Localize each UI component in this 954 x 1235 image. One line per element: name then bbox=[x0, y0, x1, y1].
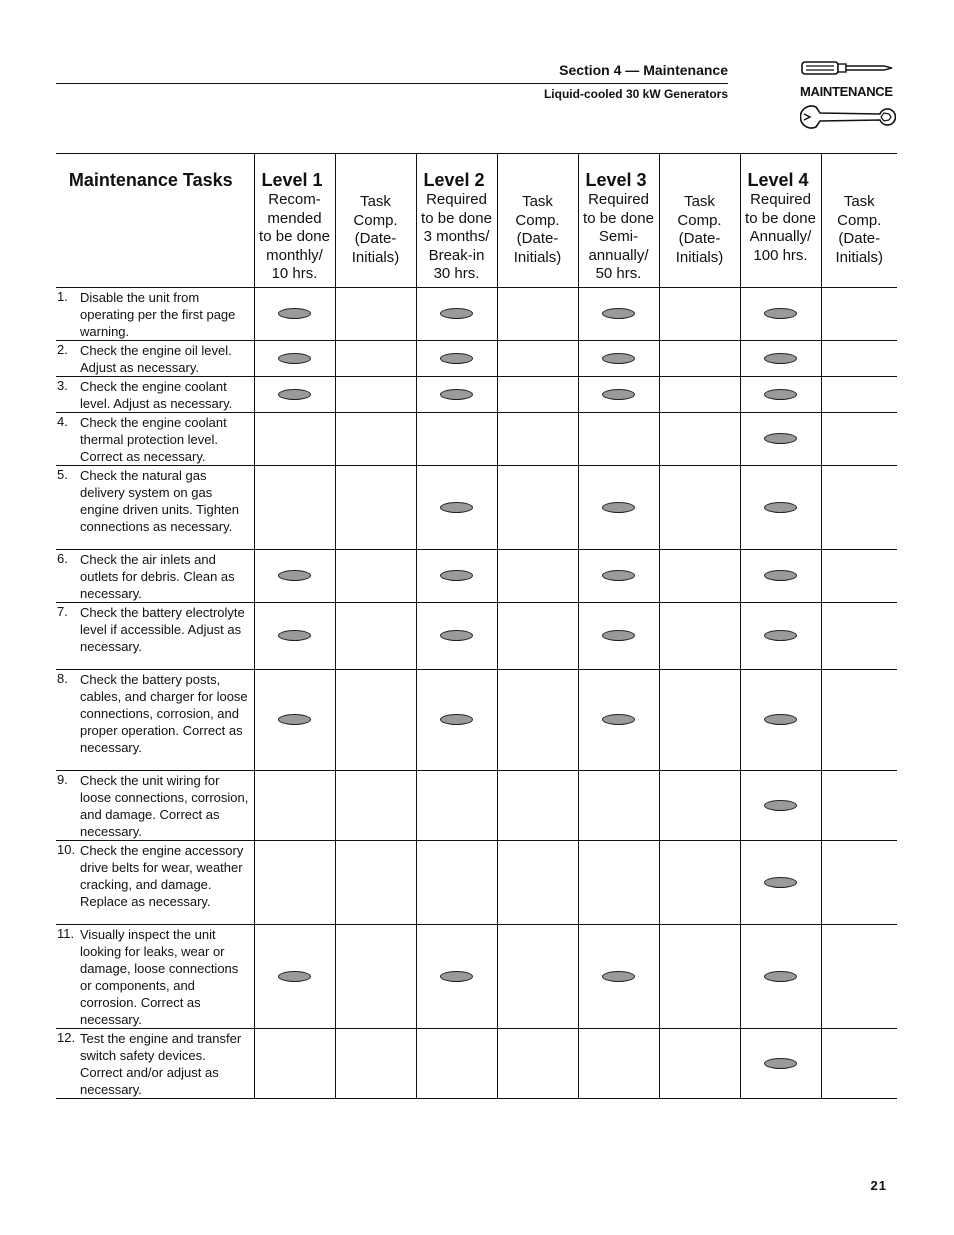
required-oval-icon bbox=[278, 630, 311, 641]
required-oval-icon bbox=[764, 308, 797, 319]
level-3-completion-cell[interactable] bbox=[659, 341, 740, 377]
table-row bbox=[56, 925, 897, 1029]
task-description bbox=[56, 1029, 254, 1099]
section-subtitle: Liquid-cooled 30 kW Generators bbox=[543, 87, 728, 101]
level-3-completion-cell[interactable] bbox=[659, 603, 740, 670]
level-3-completion-cell[interactable] bbox=[659, 670, 740, 771]
task-text: Check the battery posts, cables, and charger for loose connections, corrosion, and proper operation. Correct as necessary. bbox=[80, 672, 248, 755]
required-oval-icon bbox=[764, 714, 797, 725]
level-3-mark-cell bbox=[578, 603, 659, 670]
table-row bbox=[56, 466, 897, 550]
level-3-mark-cell bbox=[578, 841, 659, 925]
level-1-mark-cell bbox=[254, 670, 335, 771]
required-oval-icon bbox=[602, 570, 635, 581]
table-row bbox=[56, 288, 897, 341]
task-description bbox=[56, 413, 254, 466]
table-row bbox=[56, 550, 897, 603]
level-2-mark-cell bbox=[416, 341, 497, 377]
level-1-mark-cell bbox=[254, 550, 335, 603]
required-oval-icon bbox=[602, 353, 635, 364]
level-3-mark-cell bbox=[578, 341, 659, 377]
level-4-completion-cell[interactable] bbox=[821, 550, 897, 603]
task-text: Check the engine accessory drive belts for wear, weather cracking, and damage. Replace as necessary. bbox=[80, 843, 244, 909]
level-3-completion-cell[interactable] bbox=[659, 1029, 740, 1099]
level-4-mark-cell bbox=[740, 771, 821, 841]
task-text: Check the engine coolant level. Adjust as necessary. bbox=[80, 379, 233, 411]
required-oval-icon bbox=[764, 353, 797, 364]
page-number: 21 bbox=[870, 1178, 887, 1193]
level-2-mark-cell bbox=[416, 288, 497, 341]
level-2-mark-cell bbox=[416, 670, 497, 771]
level-3-mark-cell bbox=[578, 377, 659, 413]
required-oval-icon bbox=[278, 308, 311, 319]
task-text: Visually inspect the unit looking for leaks, wear or damage, loose connections or components, and corrosion. Correct as necessary. bbox=[80, 927, 239, 1027]
level-1-completion-header: Task Comp. (Date- Initials) bbox=[335, 154, 416, 288]
level-1-completion-cell[interactable] bbox=[335, 1029, 416, 1099]
required-oval-icon bbox=[764, 502, 797, 513]
level-4-completion-cell[interactable] bbox=[821, 377, 897, 413]
task-description bbox=[56, 377, 254, 413]
required-oval-icon bbox=[440, 714, 473, 725]
level-2-mark-cell bbox=[416, 550, 497, 603]
level-1-completion-cell[interactable] bbox=[335, 466, 416, 550]
maintenance-table bbox=[56, 153, 897, 1099]
task-text: Check the engine oil level. Adjust as necessary. bbox=[80, 343, 232, 375]
required-oval-icon bbox=[602, 714, 635, 725]
level-3-mark-cell bbox=[578, 288, 659, 341]
task-description bbox=[56, 771, 254, 841]
required-oval-icon bbox=[764, 877, 797, 888]
level-4-mark-cell bbox=[740, 413, 821, 466]
level-2-mark-cell bbox=[416, 1029, 497, 1099]
required-oval-icon bbox=[278, 714, 311, 725]
level-4-completion-cell[interactable] bbox=[821, 841, 897, 925]
required-oval-icon bbox=[440, 389, 473, 400]
table-row bbox=[56, 1029, 897, 1099]
maintenance-logo bbox=[800, 56, 896, 130]
level-2-mark-cell bbox=[416, 413, 497, 466]
level-3-header: Level 3 Required to be done Semi- annually/ 50 hrs. bbox=[578, 154, 659, 288]
level-2-completion-cell[interactable] bbox=[497, 413, 578, 466]
task-number: 9. bbox=[57, 772, 68, 787]
level-2-completion-cell[interactable] bbox=[497, 603, 578, 670]
required-oval-icon bbox=[602, 389, 635, 400]
required-oval-icon bbox=[764, 433, 797, 444]
level-4-mark-cell bbox=[740, 1029, 821, 1099]
required-oval-icon bbox=[278, 353, 311, 364]
level-2-mark-cell bbox=[416, 841, 497, 925]
task-description bbox=[56, 466, 254, 550]
task-description bbox=[56, 670, 254, 771]
required-oval-icon bbox=[278, 570, 311, 581]
task-text: Check the air inlets and outlets for debris. Clean as necessary. bbox=[80, 552, 235, 601]
level-3-completion-header: Task Comp. (Date- Initials) bbox=[659, 154, 740, 288]
task-number: 5. bbox=[57, 467, 68, 482]
task-number: 8. bbox=[57, 671, 68, 686]
level-4-mark-cell bbox=[740, 550, 821, 603]
table-row bbox=[56, 603, 897, 670]
task-number: 1. bbox=[57, 289, 68, 304]
level-2-completion-cell[interactable] bbox=[497, 771, 578, 841]
level-2-mark-cell bbox=[416, 466, 497, 550]
level-1-completion-cell[interactable] bbox=[335, 341, 416, 377]
level-3-completion-cell[interactable] bbox=[659, 841, 740, 925]
required-oval-icon bbox=[602, 971, 635, 982]
task-number: 10. bbox=[57, 842, 76, 857]
table-row bbox=[56, 771, 897, 841]
level-2-mark-cell bbox=[416, 771, 497, 841]
task-text: Disable the unit from operating per the first page warning. bbox=[80, 290, 236, 339]
level-3-mark-cell bbox=[578, 1029, 659, 1099]
level-3-mark-cell bbox=[578, 925, 659, 1029]
level-3-completion-cell[interactable] bbox=[659, 288, 740, 341]
level-1-mark-cell bbox=[254, 1029, 335, 1099]
level-2-completion-cell[interactable] bbox=[497, 841, 578, 925]
required-oval-icon bbox=[440, 570, 473, 581]
task-text: Check the engine coolant thermal protection level. Correct as necessary. bbox=[80, 415, 227, 464]
header-rule bbox=[56, 83, 728, 84]
level-1-completion-cell[interactable] bbox=[335, 550, 416, 603]
level-1-mark-cell bbox=[254, 413, 335, 466]
level-4-mark-cell bbox=[740, 603, 821, 670]
level-1-header: Level 1 Recom- mended to be done monthly/ 10 hrs. bbox=[254, 154, 335, 288]
level-1-mark-cell bbox=[254, 377, 335, 413]
level-2-completion-cell[interactable] bbox=[497, 377, 578, 413]
level-4-completion-cell[interactable] bbox=[821, 771, 897, 841]
required-oval-icon bbox=[440, 630, 473, 641]
required-oval-icon bbox=[602, 630, 635, 641]
required-oval-icon bbox=[764, 1058, 797, 1069]
level-1-mark-cell bbox=[254, 466, 335, 550]
level-2-completion-cell[interactable] bbox=[497, 1029, 578, 1099]
level-4-header: Level 4 Required to be done Annually/ 100 hrs. bbox=[740, 154, 821, 288]
level-1-mark-cell bbox=[254, 603, 335, 670]
level-4-mark-cell bbox=[740, 670, 821, 771]
level-2-mark-cell bbox=[416, 603, 497, 670]
level-3-completion-cell[interactable] bbox=[659, 771, 740, 841]
level-2-completion-cell[interactable] bbox=[497, 550, 578, 603]
required-oval-icon bbox=[764, 971, 797, 982]
level-4-completion-cell[interactable] bbox=[821, 413, 897, 466]
task-number: 7. bbox=[57, 604, 68, 619]
level-3-completion-cell[interactable] bbox=[659, 466, 740, 550]
level-4-completion-cell[interactable] bbox=[821, 341, 897, 377]
level-1-completion-cell[interactable] bbox=[335, 377, 416, 413]
tasks-header: Maintenance Tasks bbox=[56, 154, 254, 288]
level-1-mark-cell bbox=[254, 841, 335, 925]
task-number: 3. bbox=[57, 378, 68, 393]
level-1-completion-cell[interactable] bbox=[335, 670, 416, 771]
level-3-mark-cell bbox=[578, 466, 659, 550]
wrench-icon bbox=[800, 104, 896, 130]
level-4-mark-cell bbox=[740, 341, 821, 377]
level-3-completion-cell[interactable] bbox=[659, 925, 740, 1029]
level-1-completion-cell[interactable] bbox=[335, 288, 416, 341]
required-oval-icon bbox=[764, 800, 797, 811]
level-3-mark-cell bbox=[578, 771, 659, 841]
level-2-completion-cell[interactable] bbox=[497, 341, 578, 377]
table-row bbox=[56, 413, 897, 466]
level-1-completion-cell[interactable] bbox=[335, 771, 416, 841]
level-1-completion-cell[interactable] bbox=[335, 925, 416, 1029]
level-2-completion-cell[interactable] bbox=[497, 925, 578, 1029]
level-1-completion-cell[interactable] bbox=[335, 413, 416, 466]
task-description bbox=[56, 341, 254, 377]
level-3-completion-cell[interactable] bbox=[659, 413, 740, 466]
level-2-header: Level 2 Required to be done 3 months/ Break-in 30 hrs. bbox=[416, 154, 497, 288]
level-3-mark-cell bbox=[578, 550, 659, 603]
required-oval-icon bbox=[764, 389, 797, 400]
level-2-completion-cell[interactable] bbox=[497, 670, 578, 771]
level-4-completion-header: Task Comp. (Date- Initials) bbox=[821, 154, 897, 288]
level-4-completion-cell[interactable] bbox=[821, 466, 897, 550]
required-oval-icon bbox=[764, 570, 797, 581]
level-2-completion-cell[interactable] bbox=[497, 466, 578, 550]
level-2-mark-cell bbox=[416, 377, 497, 413]
level-3-completion-cell[interactable] bbox=[659, 377, 740, 413]
table-row bbox=[56, 670, 897, 771]
level-1-completion-cell[interactable] bbox=[335, 841, 416, 925]
table-row bbox=[56, 841, 897, 925]
level-4-completion-cell[interactable] bbox=[821, 603, 897, 670]
required-oval-icon bbox=[764, 630, 797, 641]
level-3-mark-cell bbox=[578, 670, 659, 771]
table-row bbox=[56, 341, 897, 377]
task-number: 12. bbox=[57, 1030, 76, 1045]
task-description bbox=[56, 925, 254, 1029]
level-2-mark-cell bbox=[416, 925, 497, 1029]
task-number: 6. bbox=[57, 551, 68, 566]
level-4-mark-cell bbox=[740, 841, 821, 925]
level-1-completion-cell[interactable] bbox=[335, 603, 416, 670]
required-oval-icon bbox=[602, 502, 635, 513]
level-1-mark-cell bbox=[254, 288, 335, 341]
level-4-completion-cell[interactable] bbox=[821, 288, 897, 341]
task-text: Check the natural gas delivery system on gas engine driven units. Tighten connections as necessary. bbox=[80, 468, 239, 534]
level-2-completion-cell[interactable] bbox=[497, 288, 578, 341]
task-text: Test the engine and transfer switch safety devices. Correct and/or adjust as necessary. bbox=[80, 1031, 242, 1097]
level-4-completion-cell[interactable] bbox=[821, 1029, 897, 1099]
level-4-mark-cell bbox=[740, 377, 821, 413]
task-text: Check the unit wiring for loose connections, corrosion, and damage. Correct as necessary. bbox=[80, 773, 249, 839]
level-4-mark-cell bbox=[740, 466, 821, 550]
task-description bbox=[56, 550, 254, 603]
level-4-completion-cell[interactable] bbox=[821, 925, 897, 1029]
level-4-completion-cell[interactable] bbox=[821, 670, 897, 771]
required-oval-icon bbox=[440, 308, 473, 319]
level-1-mark-cell bbox=[254, 341, 335, 377]
task-description bbox=[56, 288, 254, 341]
required-oval-icon bbox=[602, 308, 635, 319]
level-1-mark-cell bbox=[254, 925, 335, 1029]
level-2-completion-header: Task Comp. (Date- Initials) bbox=[497, 154, 578, 288]
task-description bbox=[56, 841, 254, 925]
level-1-mark-cell bbox=[254, 771, 335, 841]
required-oval-icon bbox=[440, 502, 473, 513]
required-oval-icon bbox=[278, 971, 311, 982]
task-number: 2. bbox=[57, 342, 68, 357]
task-number: 11. bbox=[57, 926, 75, 941]
logo-label: MAINTENANCE bbox=[800, 84, 893, 99]
required-oval-icon bbox=[278, 389, 311, 400]
section-title: Section 4 — Maintenance bbox=[559, 62, 728, 78]
level-3-completion-cell[interactable] bbox=[659, 550, 740, 603]
level-4-mark-cell bbox=[740, 925, 821, 1029]
task-text: Check the battery electrolyte level if accessible. Adjust as necessary. bbox=[80, 605, 245, 654]
screwdriver-icon bbox=[800, 58, 896, 78]
level-4-mark-cell bbox=[740, 288, 821, 341]
required-oval-icon bbox=[440, 353, 473, 364]
table-row bbox=[56, 377, 897, 413]
level-3-mark-cell bbox=[578, 413, 659, 466]
required-oval-icon bbox=[440, 971, 473, 982]
task-number: 4. bbox=[57, 414, 68, 429]
task-description bbox=[56, 603, 254, 670]
table-header-row bbox=[56, 154, 897, 288]
